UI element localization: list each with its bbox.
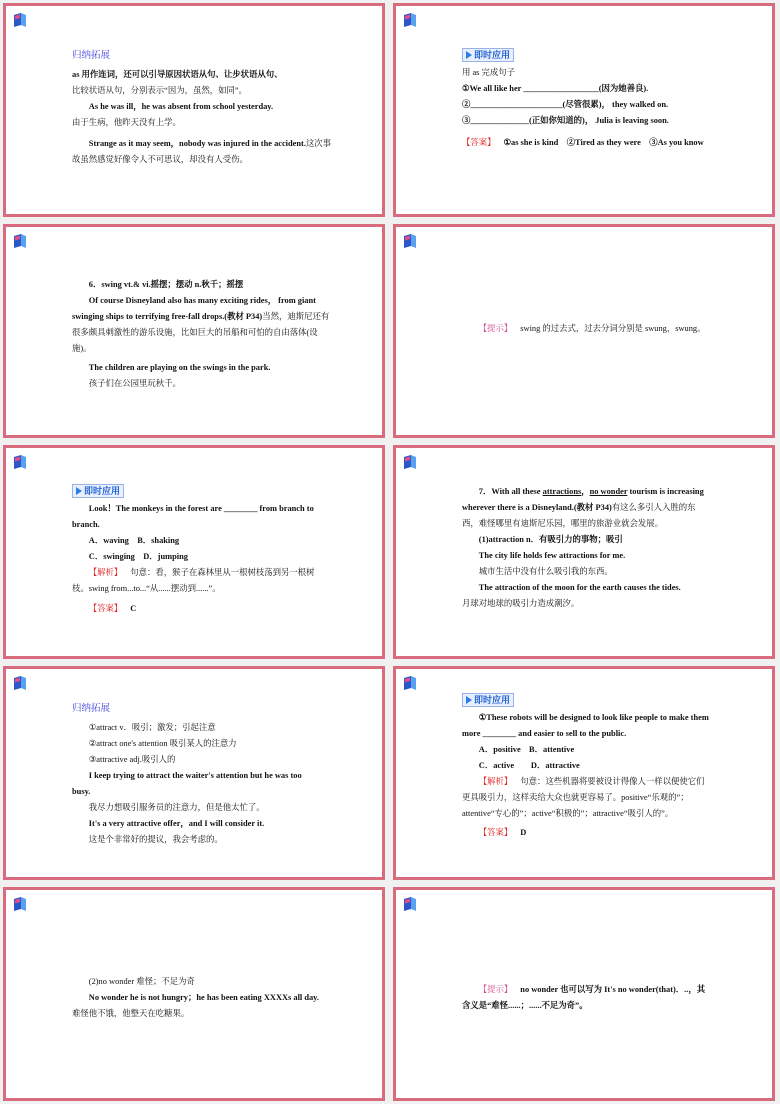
analysis: 【解析】 句意：这些机器将要被设计得像人一样以便使它们更具吸引力，这样卖给大众也就更容易了。positive“乐观的”；attentive“专心的”；active“积极的”；attractive“吸引人的”。 <box>462 777 705 818</box>
hint-line: 【提示】 no wonder 也可以写为 It's no wonder(that)．..，其含义是“难怪......；......不足为奇”。 <box>462 985 706 1010</box>
options: C．swinging D．jumping <box>88 552 188 561</box>
vocab-heading: 7．With all these attractions，no wonder tourism is increasing wherever there is a Disneyland.(教材 P34)有这么多引人入胜的东西，难怪哪里有迪斯尼乐园，哪里的旅游业就会发展。 <box>462 487 704 528</box>
options: A．positive B．attentive <box>478 745 575 754</box>
example-cn: 月球对地球的吸引力造成潮汐。 <box>462 599 580 608</box>
instant-application-label: 即时应用 <box>462 693 514 707</box>
instant-application-label: 即时应用 <box>72 484 124 498</box>
slide-8-body <box>462 693 710 841</box>
list-item: ③attractive adj.吸引人的 <box>88 755 176 764</box>
slide-3 <box>3 224 385 438</box>
slide-2 <box>393 3 775 217</box>
list-item: ②attract one's attention 吸引某人的注意力 <box>88 739 237 748</box>
example-cn: 由于生病，他昨天没有上学。 <box>72 118 181 127</box>
slide-9-body <box>72 974 320 1022</box>
book-logo-icon <box>13 675 27 691</box>
answer-line: 【答案】 C <box>88 604 137 613</box>
slide-1-body <box>72 48 332 168</box>
text-line: 比较状语从句，分别表示“因为，虽然，如同”。 <box>72 86 247 95</box>
slide-6-body <box>462 484 710 612</box>
section-heading: 归纳拓展 <box>72 704 111 714</box>
hint-line: 【提示】 swing 的过去式，过去分词分别是 swung，swung。 <box>478 324 706 333</box>
example-en: It's a very attractive offer，and I will consider it. <box>88 819 265 828</box>
example-en: I keep trying to attract the waiter's attention but he was too busy. <box>72 771 302 796</box>
example-en: The attraction of the moon for the earth causes the tides. <box>478 583 681 592</box>
book-logo-icon <box>403 896 417 912</box>
slide-10 <box>393 887 775 1101</box>
exercise-item: ③______________(正如你知道的)， Julia is leaving soon. <box>462 116 669 125</box>
instant-application-label: 即时应用 <box>462 48 514 62</box>
play-triangle-icon <box>76 487 82 495</box>
slide-1 <box>3 3 385 217</box>
example-en: Of course Disneyland also has many exciting rides， from giant swinging ships to terrifying free-fall drops.(教材 P34)当然，迪斯尼还有很多颇具刺激性的游乐设施，比如巨大的吊船和可怕的自由落体(设施)。 <box>72 296 330 353</box>
example-en: The city life holds few attractions for me. <box>478 551 626 560</box>
example-cn: 城市生活中没有什么吸引我的东西。 <box>478 567 613 576</box>
slide-3-body <box>72 277 332 392</box>
options: C．active D．attractive <box>478 761 580 770</box>
play-triangle-icon <box>466 696 472 704</box>
slide-4 <box>393 224 775 438</box>
example-en: The children are playing on the swings in the park. <box>88 363 271 372</box>
analysis: 【解析】 句意：看，猴子在森林里从一根树枝荡到另一根树枝。swing from...to...“从......摆动到......”。 <box>72 568 315 593</box>
exercise-item: ②______________________(尽管很累)， they walked on. <box>462 100 669 109</box>
exercise-intro: 用 as 完成句子 <box>462 68 516 77</box>
question: ①These robots will be designed to look like people to make them more ________ and easier to sell to the public. <box>462 713 709 738</box>
answer-line: 【答案】 D <box>478 828 527 837</box>
slide-5-body <box>72 484 320 617</box>
list-item: ①attract v．吸引；激发；引起注意 <box>88 723 216 732</box>
slide-8 <box>393 666 775 880</box>
example-en: No wonder he is not hungry；he has been eating XXXXs all day.难怪他不饿，他整天在吃糖果。 <box>72 993 319 1018</box>
example-cn: 这是个非常好的提议，我会考虑的。 <box>88 835 223 844</box>
example-cn: 孩子们在公园里玩秋千。 <box>88 379 181 388</box>
example-en: Strange as it may seem，nobody was injured in the accident.这次事故虽然感觉好像令人不可思议，却没有人受伤。 <box>72 139 332 164</box>
options: A．waving B．shaking <box>88 536 180 545</box>
book-logo-icon <box>13 233 27 249</box>
slide-5 <box>3 445 385 659</box>
slide-4-body <box>462 321 712 337</box>
book-logo-icon <box>13 12 27 28</box>
slide-2-body <box>462 48 742 151</box>
slide-10-body <box>462 982 710 1014</box>
sub-heading: (1)attraction n．有吸引力的事物；吸引 <box>478 535 623 544</box>
book-logo-icon <box>13 454 27 470</box>
vocab-heading: 6．swing vt.& vi.摇摆；摆动 n.秋千；摇摆 <box>88 280 244 289</box>
book-logo-icon <box>403 12 417 28</box>
book-logo-icon <box>403 454 417 470</box>
slide-7 <box>3 666 385 880</box>
section-heading: 归纳拓展 <box>72 51 111 61</box>
vocab-heading: (2)no wonder 难怪；不足为奇 <box>88 977 195 986</box>
question: Look！The monkeys in the forest are ________ from branch to branch. <box>72 504 314 529</box>
book-logo-icon <box>403 233 417 249</box>
exercise-item: ①We all like her __________________(因为她善良). <box>462 84 649 93</box>
example-en: As he was ill，he was absent from school yesterday. <box>88 102 274 111</box>
text-line: as 用作连词，还可以引导原因状语从句、让步状语从句、 <box>72 70 283 79</box>
book-logo-icon <box>403 675 417 691</box>
play-triangle-icon <box>466 51 472 59</box>
slide-6 <box>393 445 775 659</box>
slide-9 <box>3 887 385 1101</box>
answer-line: 【答案】 ①as she is kind ②Tired as they were ③As you know <box>462 138 704 147</box>
example-cn: 我尽力想吸引服务员的注意力，但是他太忙了。 <box>88 803 265 812</box>
slide-7-body <box>72 701 320 848</box>
book-logo-icon <box>13 896 27 912</box>
